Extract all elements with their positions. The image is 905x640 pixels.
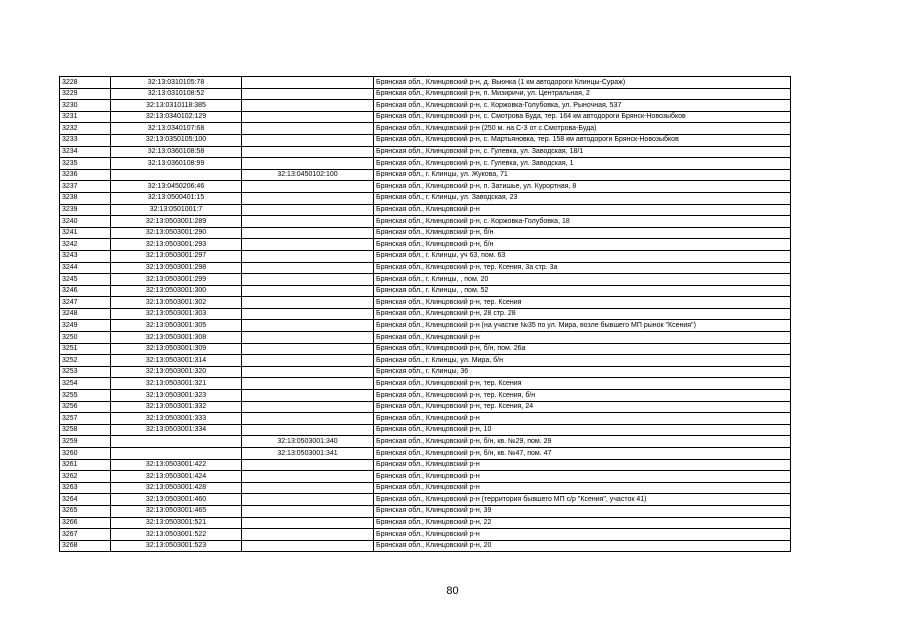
cadastral-number-secondary-cell bbox=[242, 459, 374, 471]
cadastral-number-secondary-cell bbox=[242, 77, 374, 89]
cadastral-number-cell: 32:13:0503001:465 bbox=[111, 505, 242, 517]
cadastral-number-secondary-cell bbox=[242, 401, 374, 413]
cadastral-number-cell: 32:13:0360108:99 bbox=[111, 158, 242, 170]
cadastral-number-cell: 32:13:0503001:428 bbox=[111, 482, 242, 494]
cadastral-number-cell: 32:13:0310108:52 bbox=[111, 88, 242, 100]
cadastral-number-secondary-cell bbox=[242, 285, 374, 297]
cadastral-number-secondary-cell bbox=[242, 111, 374, 123]
address-cell: Брянская обл., Клинцовский р-н bbox=[374, 332, 791, 344]
row-number-cell: 3242 bbox=[60, 239, 111, 251]
row-number-cell: 3252 bbox=[60, 355, 111, 367]
address-cell: Брянская обл., Клинцовский р-н, п. Мизиричи, ул. Центральная, 2 bbox=[374, 88, 791, 100]
table-row bbox=[60, 540, 791, 552]
address-cell: Брянская обл., Клинцовский р-н, с. Гулевка, ул. Заводская, 18/1 bbox=[374, 146, 791, 158]
row-number-cell: 3261 bbox=[60, 459, 111, 471]
cadastral-number-secondary-cell bbox=[242, 505, 374, 517]
cadastral-number-cell: 32:13:0310105:78 bbox=[111, 77, 242, 89]
row-number-cell: 3237 bbox=[60, 181, 111, 193]
table-row bbox=[60, 77, 791, 89]
address-cell: Брянская обл., Клинцовский р-н, б/н, пом. 26а bbox=[374, 343, 791, 355]
row-number-cell: 3249 bbox=[60, 320, 111, 332]
cadastral-number-cell: 32:13:0503001:298 bbox=[111, 262, 242, 274]
address-cell: Брянская обл., Клинцовский р-н (250 м. на С-З от с.Смотрова-Буда) bbox=[374, 123, 791, 135]
cadastral-number-cell: 32:13:0503001:289 bbox=[111, 216, 242, 228]
address-cell: Брянская обл., Клинцовский р-н, б/н, кв. №29, пом. 29 bbox=[374, 436, 791, 448]
cadastral-number-cell: 32:13:0503001:522 bbox=[111, 529, 242, 541]
table-row bbox=[60, 390, 791, 402]
table-row bbox=[60, 413, 791, 425]
address-cell: Брянская обл., Клинцовский р-н, 22 bbox=[374, 517, 791, 529]
cadastral-number-secondary-cell bbox=[242, 146, 374, 158]
row-number-cell: 3235 bbox=[60, 158, 111, 170]
row-number-cell: 3244 bbox=[60, 262, 111, 274]
cadastral-number-secondary-cell bbox=[242, 343, 374, 355]
cadastral-number-secondary-cell bbox=[242, 471, 374, 483]
cadastral-number-secondary-cell bbox=[242, 413, 374, 425]
address-cell: Брянская обл., г. Клинцы, ул. Мира, б/н bbox=[374, 355, 791, 367]
row-number-cell: 3228 bbox=[60, 77, 111, 89]
cadastral-number-cell: 32:13:0501001:7 bbox=[111, 204, 242, 216]
cadastral-number-cell: 32:13:0340107:68 bbox=[111, 123, 242, 135]
row-number-cell: 3233 bbox=[60, 134, 111, 146]
cadastral-number-secondary-cell bbox=[242, 274, 374, 286]
row-number-cell: 3251 bbox=[60, 343, 111, 355]
row-number-cell: 3256 bbox=[60, 401, 111, 413]
cadastral-number-cell: 32:13:0503001:299 bbox=[111, 274, 242, 286]
row-number-cell: 3268 bbox=[60, 540, 111, 552]
cadastral-number-cell: 32:13:0503001:308 bbox=[111, 332, 242, 344]
cadastral-number-cell bbox=[111, 448, 242, 460]
table-row bbox=[60, 216, 791, 228]
cadastral-number-cell: 32:13:0503001:305 bbox=[111, 320, 242, 332]
table-row bbox=[60, 424, 791, 436]
row-number-cell: 3229 bbox=[60, 88, 111, 100]
address-cell: Брянская обл., Клинцовский р-н, б/н bbox=[374, 239, 791, 251]
address-cell: Брянская обл., Клинцовский р-н, п. Затишье, ул. Курортная, 8 bbox=[374, 181, 791, 193]
row-number-cell: 3234 bbox=[60, 146, 111, 158]
cadastral-number-cell: 32:13:0503001:424 bbox=[111, 471, 242, 483]
table-row bbox=[60, 448, 791, 460]
cadastral-number-secondary-cell bbox=[242, 192, 374, 204]
row-number-cell: 3236 bbox=[60, 169, 111, 181]
cadastral-number-cell: 32:13:0503001:320 bbox=[111, 366, 242, 378]
table-row bbox=[60, 471, 791, 483]
address-cell: Брянская обл., Клинцовский р-н bbox=[374, 471, 791, 483]
table-row bbox=[60, 494, 791, 506]
cadastral-number-secondary-cell bbox=[242, 308, 374, 320]
cadastral-number-cell: 32:13:0503001:303 bbox=[111, 308, 242, 320]
row-number-cell: 3257 bbox=[60, 413, 111, 425]
table-row bbox=[60, 134, 791, 146]
cadastral-number-cell: 32:13:0503001:521 bbox=[111, 517, 242, 529]
cadastral-number-secondary-cell bbox=[242, 424, 374, 436]
cadastral-number-cell: 32:13:0503001:460 bbox=[111, 494, 242, 506]
cadastral-number-secondary-cell bbox=[242, 100, 374, 112]
cadastral-number-cell bbox=[111, 436, 242, 448]
table-row bbox=[60, 297, 791, 309]
address-cell: Брянская обл., Клинцовский р-н bbox=[374, 529, 791, 541]
cadastral-number-cell: 32:13:0340102:129 bbox=[111, 111, 242, 123]
row-number-cell: 3267 bbox=[60, 529, 111, 541]
cadastral-number-secondary-cell: 32:13:0503001:341 bbox=[242, 448, 374, 460]
table-row bbox=[60, 378, 791, 390]
table-row bbox=[60, 169, 791, 181]
cadastral-number-secondary-cell bbox=[242, 134, 374, 146]
table-row bbox=[60, 436, 791, 448]
cadastral-number-secondary-cell bbox=[242, 320, 374, 332]
cadastral-number-cell: 32:13:0503001:323 bbox=[111, 390, 242, 402]
cadastral-number-secondary-cell bbox=[242, 482, 374, 494]
table-row bbox=[60, 529, 791, 541]
table-row bbox=[60, 250, 791, 262]
cadastral-number-secondary-cell bbox=[242, 529, 374, 541]
address-cell: Брянская обл., Клинцовский р-н, тер. Ксения, 3а стр. 3а bbox=[374, 262, 791, 274]
row-number-cell: 3258 bbox=[60, 424, 111, 436]
cadastral-number-secondary-cell bbox=[242, 181, 374, 193]
row-number-cell: 3264 bbox=[60, 494, 111, 506]
address-cell: Брянская обл., Клинцовский р-н, с. Гулевка, ул. Заводская, 1 bbox=[374, 158, 791, 170]
cadastral-number-cell bbox=[111, 169, 242, 181]
table-row bbox=[60, 100, 791, 112]
cadastral-number-secondary-cell: 32:13:0503001:340 bbox=[242, 436, 374, 448]
address-cell: Брянская обл., г. Клинцы, ул. Жукова, 71 bbox=[374, 169, 791, 181]
address-cell: Брянская обл., Клинцовский р-н, с. Коржовка-Голубовка, 18 bbox=[374, 216, 791, 228]
table-row bbox=[60, 505, 791, 517]
row-number-cell: 3239 bbox=[60, 204, 111, 216]
address-cell: Брянская обл., Клинцовский р-н bbox=[374, 482, 791, 494]
row-number-cell: 3247 bbox=[60, 297, 111, 309]
cadastral-number-secondary-cell bbox=[242, 88, 374, 100]
cadastral-number-secondary-cell bbox=[242, 540, 374, 552]
address-cell: Брянская обл., Клинцовский р-н, 28 стр. 28 bbox=[374, 308, 791, 320]
cadastral-number-cell: 32:13:0503001:422 bbox=[111, 459, 242, 471]
table-row bbox=[60, 204, 791, 216]
cadastral-number-secondary-cell bbox=[242, 332, 374, 344]
cadastral-number-cell: 32:13:0310118:385 bbox=[111, 100, 242, 112]
table-row bbox=[60, 366, 791, 378]
row-number-cell: 3243 bbox=[60, 250, 111, 262]
cadastral-number-secondary-cell bbox=[242, 227, 374, 239]
cadastral-number-cell: 32:13:0503001:293 bbox=[111, 239, 242, 251]
cadastral-number-secondary-cell bbox=[242, 494, 374, 506]
row-number-cell: 3230 bbox=[60, 100, 111, 112]
table-row bbox=[60, 123, 791, 135]
row-number-cell: 3246 bbox=[60, 285, 111, 297]
cadastral-number-cell: 32:13:0503001:333 bbox=[111, 413, 242, 425]
row-number-cell: 3262 bbox=[60, 471, 111, 483]
address-cell: Брянская обл., Клинцовский р-н, тер. Ксения bbox=[374, 378, 791, 390]
address-cell: Брянская обл., Клинцовский р-н (на участке №35 по ул. Мира, возле бывшего МП рынок "Ксения") bbox=[374, 320, 791, 332]
cadastral-number-cell: 32:13:0503001:309 bbox=[111, 343, 242, 355]
table-row bbox=[60, 355, 791, 367]
row-number-cell: 3253 bbox=[60, 366, 111, 378]
row-number-cell: 3248 bbox=[60, 308, 111, 320]
row-number-cell: 3263 bbox=[60, 482, 111, 494]
cadastral-number-cell: 32:13:0350105:100 bbox=[111, 134, 242, 146]
table-row bbox=[60, 158, 791, 170]
row-number-cell: 3241 bbox=[60, 227, 111, 239]
cadastral-number-secondary-cell bbox=[242, 262, 374, 274]
table-row bbox=[60, 146, 791, 158]
cadastral-number-secondary-cell bbox=[242, 250, 374, 262]
table-row bbox=[60, 262, 791, 274]
table-row bbox=[60, 332, 791, 344]
records-table-body bbox=[60, 77, 791, 552]
cadastral-number-secondary-cell bbox=[242, 123, 374, 135]
table-row bbox=[60, 308, 791, 320]
cadastral-number-cell: 32:13:0503001:300 bbox=[111, 285, 242, 297]
cadastral-number-secondary-cell bbox=[242, 366, 374, 378]
table-row bbox=[60, 239, 791, 251]
cadastral-number-secondary-cell bbox=[242, 239, 374, 251]
table-row bbox=[60, 320, 791, 332]
cadastral-number-cell: 32:13:0503001:290 bbox=[111, 227, 242, 239]
address-cell: Брянская обл., г. Клинцы, уч 63, пом. 63 bbox=[374, 250, 791, 262]
cadastral-number-secondary-cell bbox=[242, 216, 374, 228]
row-number-cell: 3260 bbox=[60, 448, 111, 460]
address-cell: Брянская обл., Клинцовский р-н, тер. Ксения bbox=[374, 297, 791, 309]
row-number-cell: 3240 bbox=[60, 216, 111, 228]
table-row bbox=[60, 227, 791, 239]
table-row bbox=[60, 88, 791, 100]
cadastral-number-cell: 32:13:0503001:321 bbox=[111, 378, 242, 390]
address-cell: Брянская обл., Клинцовский р-н, 39 bbox=[374, 505, 791, 517]
cadastral-number-secondary-cell bbox=[242, 390, 374, 402]
address-cell: Брянская обл., Клинцовский р-н, тер. Ксения, 24 bbox=[374, 401, 791, 413]
row-number-cell: 3255 bbox=[60, 390, 111, 402]
cadastral-number-cell: 32:13:0503001:523 bbox=[111, 540, 242, 552]
row-number-cell: 3238 bbox=[60, 192, 111, 204]
address-cell: Брянская обл., Клинцовский р-н, б/н bbox=[374, 227, 791, 239]
table-row bbox=[60, 285, 791, 297]
cadastral-number-secondary-cell bbox=[242, 158, 374, 170]
address-cell: Брянская обл., г. Клинцы, ул. Заводская, 23 bbox=[374, 192, 791, 204]
address-cell: Брянская обл., Клинцовский р-н bbox=[374, 413, 791, 425]
address-cell: Брянская обл., г. Клинцы, , пом. 20 bbox=[374, 274, 791, 286]
cadastral-number-cell: 32:13:0450206:46 bbox=[111, 181, 242, 193]
address-cell: Брянская обл., Клинцовский р-н, тер. Ксения, б/н bbox=[374, 390, 791, 402]
row-number-cell: 3231 bbox=[60, 111, 111, 123]
cadastral-number-secondary-cell bbox=[242, 297, 374, 309]
cadastral-number-cell: 32:13:0500401:15 bbox=[111, 192, 242, 204]
row-number-cell: 3232 bbox=[60, 123, 111, 135]
cadastral-number-secondary-cell bbox=[242, 378, 374, 390]
cadastral-number-cell: 32:13:0503001:334 bbox=[111, 424, 242, 436]
page-number: 80 bbox=[446, 585, 459, 597]
table-row bbox=[60, 274, 791, 286]
address-cell: Брянская обл., Клинцовский р-н, 10 bbox=[374, 424, 791, 436]
table-row bbox=[60, 482, 791, 494]
address-cell: Брянская обл., г. Клинцы, 36 bbox=[374, 366, 791, 378]
row-number-cell: 3265 bbox=[60, 505, 111, 517]
address-cell: Брянская обл., Клинцовский р-н, б/н, кв. №47, пом. 47 bbox=[374, 448, 791, 460]
address-cell: Брянская обл., Клинцовский р-н, с. Мартьяновка, тер. 158 км автодороги Брянск-Новозыбков bbox=[374, 134, 791, 146]
table-row bbox=[60, 111, 791, 123]
row-number-cell: 3245 bbox=[60, 274, 111, 286]
address-cell: Брянская обл., Клинцовский р-н, с. Смотрова Буда, тер. 164 км автодороги Брянск-Новозыбков bbox=[374, 111, 791, 123]
row-number-cell: 3259 bbox=[60, 436, 111, 448]
table-row bbox=[60, 343, 791, 355]
address-cell: Брянская обл., Клинцовский р-н, д. Вьюнка (1 км автодороги Клинцы-Сураж) bbox=[374, 77, 791, 89]
address-cell: Брянская обл., Клинцовский р-н, с. Коржовка-Голубовка, ул. Рыночная, 537 bbox=[374, 100, 791, 112]
cadastral-number-cell: 32:13:0503001:314 bbox=[111, 355, 242, 367]
cadastral-number-cell: 32:13:0503001:332 bbox=[111, 401, 242, 413]
address-cell: Брянская обл., Клинцовский р-н, 20 bbox=[374, 540, 791, 552]
cadastral-number-cell: 32:13:0503001:297 bbox=[111, 250, 242, 262]
table-row bbox=[60, 181, 791, 193]
records-table bbox=[59, 76, 791, 552]
table-row bbox=[60, 517, 791, 529]
cadastral-number-secondary-cell bbox=[242, 204, 374, 216]
address-cell: Брянская обл., Клинцовский р-н bbox=[374, 204, 791, 216]
row-number-cell: 3254 bbox=[60, 378, 111, 390]
cadastral-number-cell: 32:13:0360108:58 bbox=[111, 146, 242, 158]
cadastral-number-secondary-cell: 32:13:0450102:100 bbox=[242, 169, 374, 181]
row-number-cell: 3266 bbox=[60, 517, 111, 529]
table-row bbox=[60, 459, 791, 471]
table-row bbox=[60, 192, 791, 204]
address-cell: Брянская обл., Клинцовский р-н (территория бывшего МП с/р "Ксения", участок 41) bbox=[374, 494, 791, 506]
table-row bbox=[60, 401, 791, 413]
address-cell: Брянская обл., Клинцовский р-н bbox=[374, 459, 791, 471]
row-number-cell: 3250 bbox=[60, 332, 111, 344]
address-cell: Брянская обл., г. Клинцы, , пом. 52 bbox=[374, 285, 791, 297]
cadastral-number-secondary-cell bbox=[242, 517, 374, 529]
cadastral-number-cell: 32:13:0503001:302 bbox=[111, 297, 242, 309]
cadastral-number-secondary-cell bbox=[242, 355, 374, 367]
